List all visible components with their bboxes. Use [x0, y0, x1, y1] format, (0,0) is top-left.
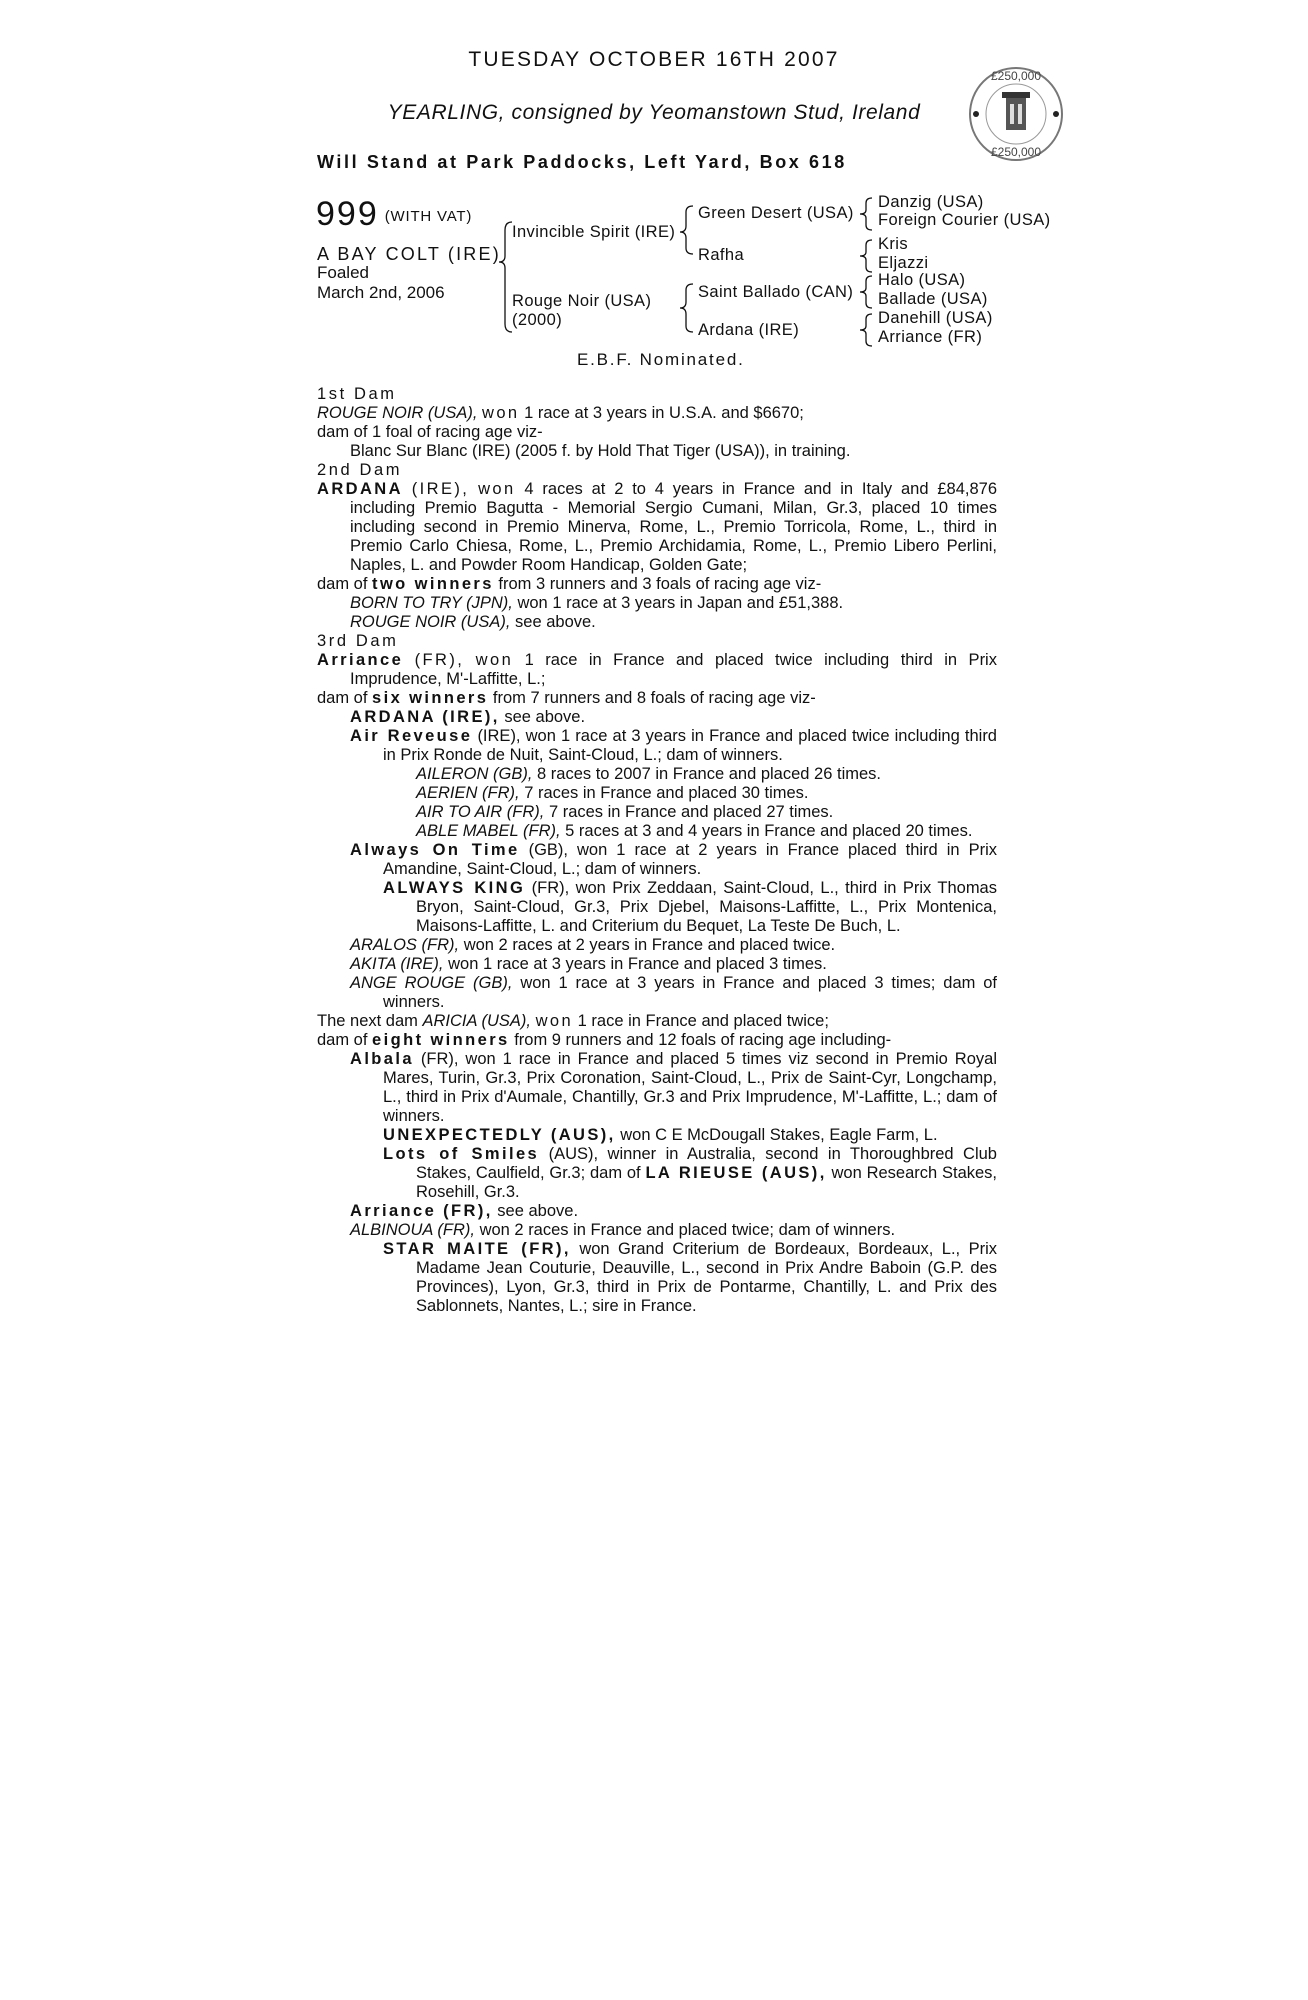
produce-text: 5 races at 3 and 4 years in France and placed 20 times. — [565, 822, 973, 840]
produce-name: ROUGE NOIR (USA), — [350, 613, 511, 631]
dd-dam: Arriance (FR) — [878, 328, 983, 346]
produce-text: from 9 runners and 12 foals of racing age including- — [514, 1031, 892, 1049]
produce-text: won 1 race at 3 years in France and placed 3 times; dam of winners. — [383, 974, 998, 1011]
seal-text-bottom: £250,000 — [990, 145, 1042, 159]
produce-item — [317, 974, 997, 1012]
sire-sire: Green Desert (USA) — [698, 204, 854, 222]
produce-name: Arriance (FR), — [350, 1202, 493, 1220]
produce-item — [317, 1240, 997, 1316]
third-dam-heading: 3rd Dam — [317, 632, 399, 650]
second-dam-country: (IRE), — [411, 480, 470, 498]
first-dam-name: ROUGE NOIR (USA), — [317, 404, 478, 422]
produce-item — [317, 803, 997, 822]
foaled-date: Foaled March 2nd, 2006 — [317, 263, 445, 302]
produce-text: won 1 race at 3 years in Japan and £51,388. — [517, 594, 844, 612]
produce-name: ABLE MABEL (FR), — [416, 822, 561, 840]
produce-text: won C E McDougall Stakes, Eagle Farm, L. — [620, 1126, 938, 1144]
produce-item — [317, 955, 997, 974]
won-word: won — [475, 651, 514, 669]
produce-name: LA RIEUSE (AUS), — [645, 1164, 827, 1182]
next-dam-name: ARICIA (USA), — [422, 1012, 531, 1030]
produce-name: ALBINOUA (FR), — [350, 1221, 475, 1239]
lot-number-value: 999 — [316, 195, 379, 233]
produce-item — [317, 841, 997, 879]
produce-text: (GB), won 1 race at 2 years in France placed third in Prix Amandine, Saint-Cloud, L.; dam of winners. — [383, 841, 997, 878]
sale-date: TUESDAY OCTOBER 16TH 2007 — [468, 48, 840, 71]
dam-of-label: dam of — [317, 689, 368, 707]
produce-name: BORN TO TRY (JPN), — [350, 594, 513, 612]
produce-name: Always On Time — [350, 841, 520, 859]
produce-text: won Research Stakes, Rosehill, Gr.3. — [416, 1164, 998, 1201]
produce-item — [317, 1221, 997, 1240]
produce-text: from 7 runners and 8 foals of racing age viz- — [492, 689, 816, 707]
consignment-line: YEARLING, consigned by Yeomanstown Stud, Ireland — [387, 101, 921, 124]
sd-sire: Kris — [878, 235, 909, 253]
winners-count: two winners — [372, 575, 494, 593]
produce-text: won 1 race at 3 years in France and placed 3 times. — [448, 955, 827, 973]
produce-item — [317, 822, 997, 841]
won-word: won — [478, 480, 516, 498]
produce-text: (FR), won 1 race in France and placed 5 times viz second in Premio Royal Mares, Turin, Gr.3, Prix Coronation, Saint-Cloud, L., Prix de Saint-Cyr, Longchamp, L., third in Prix d'Aumale, Chantilly, Gr.3 and Prix Imprudence, M'-Laffitte, L.; dam of winners. — [383, 1050, 997, 1125]
produce-item — [317, 765, 997, 784]
produce-name: STAR MAITE (FR), — [383, 1240, 571, 1258]
produce-name: AILERON (GB), — [416, 765, 533, 783]
ebf-nomination: E.B.F. Nominated. — [577, 350, 745, 369]
next-dam-produce-intro — [317, 1031, 997, 1050]
first-dam-heading: 1st Dam — [317, 385, 397, 403]
produce-name: UNEXPECTEDLY (AUS), — [383, 1126, 616, 1144]
first-dam-offspring: Blanc Sur Blanc (IRE) (2005 f. by Hold That Tiger (USA)), in training. — [350, 442, 851, 460]
produce-name: Air Reveuse — [350, 727, 473, 745]
third-dam-country: (FR), — [414, 651, 465, 669]
produce-item — [317, 784, 997, 803]
produce-name: ANGE ROUGE (GB), — [350, 974, 513, 992]
vat-note: (WITH VAT) — [384, 207, 473, 225]
second-dam-record — [317, 480, 997, 575]
won-word: won — [482, 404, 520, 422]
lot-name: A BAY COLT (IRE) — [317, 244, 501, 264]
produce-name: Albala — [350, 1050, 414, 1068]
produce-text: 8 races to 2007 in France and placed 26 times. — [537, 765, 881, 783]
sire-dam: Rafha — [698, 246, 745, 264]
produce-item — [317, 1202, 997, 1221]
dam-year: (2000) — [512, 311, 563, 329]
produce-text: see above. — [504, 708, 586, 726]
third-dam-record — [317, 651, 997, 689]
produce-text: from 3 runners and 3 foals of racing age viz- — [498, 575, 822, 593]
next-dam-record — [317, 1012, 997, 1031]
next-dam-intro: The next dam — [317, 1012, 418, 1030]
third-dam-name: Arriance — [317, 651, 404, 669]
produce-item — [317, 594, 997, 613]
produce-item — [317, 1145, 997, 1202]
dd-sire: Danehill (USA) — [878, 309, 993, 327]
first-dam-offspring-intro: dam of 1 foal of racing age viz- — [317, 423, 543, 441]
dam: Rouge Noir (USA) — [512, 292, 652, 310]
ss-sire: Danzig (USA) — [878, 193, 984, 211]
second-dam-heading: 2nd Dam — [317, 461, 403, 479]
third-dam-text: 1 race in France and placed twice including third in Prix Imprudence, M'-Laffitte, L.; — [350, 651, 997, 688]
produce-item — [317, 879, 997, 936]
second-dam-name: ARDANA — [317, 480, 403, 498]
stand-location: Will Stand at Park Paddocks, Left Yard, Box 618 — [317, 152, 847, 172]
sd-dam: Eljazzi — [878, 254, 929, 272]
produce-name: AIR TO AIR (FR), — [416, 803, 545, 821]
produce-text: (IRE), won 1 race at 3 years in France and placed twice including third in Prix Ronde de Nuit, Saint-Cloud, L.; dam of winners. — [383, 727, 997, 764]
produce-item — [317, 1126, 997, 1145]
won-word: won — [535, 1012, 574, 1030]
next-dam-text: 1 race in France and placed twice; — [577, 1012, 829, 1030]
second-dam-produce-intro — [317, 575, 997, 594]
produce-text: see above. — [497, 1202, 579, 1220]
produce-item — [317, 613, 997, 632]
produce-item — [317, 936, 997, 955]
winners-count: eight winners — [372, 1031, 510, 1049]
first-dam-record — [317, 404, 997, 423]
ss-dam: Foreign Courier (USA) — [878, 211, 1051, 229]
produce-name: AERIEN (FR), — [416, 784, 520, 802]
produce-name: ARDANA (IRE), — [350, 708, 500, 726]
ds-dam: Ballade (USA) — [878, 290, 988, 308]
winners-count: six winners — [372, 689, 489, 707]
dam-sire: Saint Ballado (CAN) — [698, 283, 854, 301]
produce-name: ALWAYS KING — [383, 879, 526, 897]
ds-sire: Halo (USA) — [878, 271, 966, 289]
produce-name: AKITA (IRE), — [350, 955, 444, 973]
first-dam-text: 1 race at 3 years in U.S.A. and $6670; — [524, 404, 804, 422]
produce-item — [317, 727, 997, 765]
pedigree-braces — [0, 0, 1308, 380]
dam-of-label: dam of — [317, 575, 368, 593]
produce-text: won Grand Criterium de Bordeaux, Bordeaux, L., Prix Madame Jean Couturie, Deauville, L., second in Prix Andre Baboin (G.P. des Provinces), Lyon, Gr.3, third in Prix de Pontarme, Chantilly, L. and Prix des Sablonnets, Nantes, L.; sire in France. — [416, 1240, 997, 1315]
produce-text: (FR), won Prix Zeddaan, Saint-Cloud, L., third in Prix Thomas Bryon, Saint-Cloud, Gr.3, Prix Djebel, Maisons-Laffitte, L., Prix Montenica, Maisons-Laffitte, L. and Criterium du Bequet, La Teste De Buch, L. — [416, 879, 997, 935]
dam-of-label: dam of — [317, 1031, 368, 1049]
produce-text: won 2 races in France and placed twice; dam of winners. — [479, 1221, 896, 1239]
produce-item — [317, 708, 997, 727]
produce-name: ARALOS (FR), — [350, 936, 460, 954]
seal-text-top: £250,000 — [990, 69, 1042, 83]
pedigree-notes — [317, 385, 997, 1316]
produce-name: Lots of Smiles — [383, 1145, 540, 1163]
dam-dam: Ardana (IRE) — [698, 321, 800, 339]
produce-text: 7 races in France and placed 30 times. — [524, 784, 809, 802]
second-dam-text: 4 races at 2 to 4 years in France and in Italy and £84,876 including Premio Bagutta - Memorial Sergio Cumani, Milan, Gr.3, placed 10 times including second in Premio Minerva, Rome, L., Premio Torricola, Rome, L., third in Premio Carlo Chiesa, Rome, L., Premio Archidamia, Rome, L., Premio Libero Perlini, Naples, L. and Powder Room Handicap, Golden Gate; — [350, 480, 997, 574]
sire: Invincible Spirit (IRE) — [512, 223, 676, 241]
produce-text: 7 races in France and placed 27 times. — [548, 803, 834, 821]
produce-text: see above. — [515, 613, 596, 631]
produce-text: won 2 races at 2 years in France and placed twice. — [463, 936, 836, 954]
third-dam-produce-intro — [317, 689, 997, 708]
produce-text: (AUS), winner in Australia, second in Thoroughbred Club Stakes, Caulfield, Gr.3; dam of — [416, 1145, 997, 1182]
produce-item — [317, 1050, 997, 1126]
